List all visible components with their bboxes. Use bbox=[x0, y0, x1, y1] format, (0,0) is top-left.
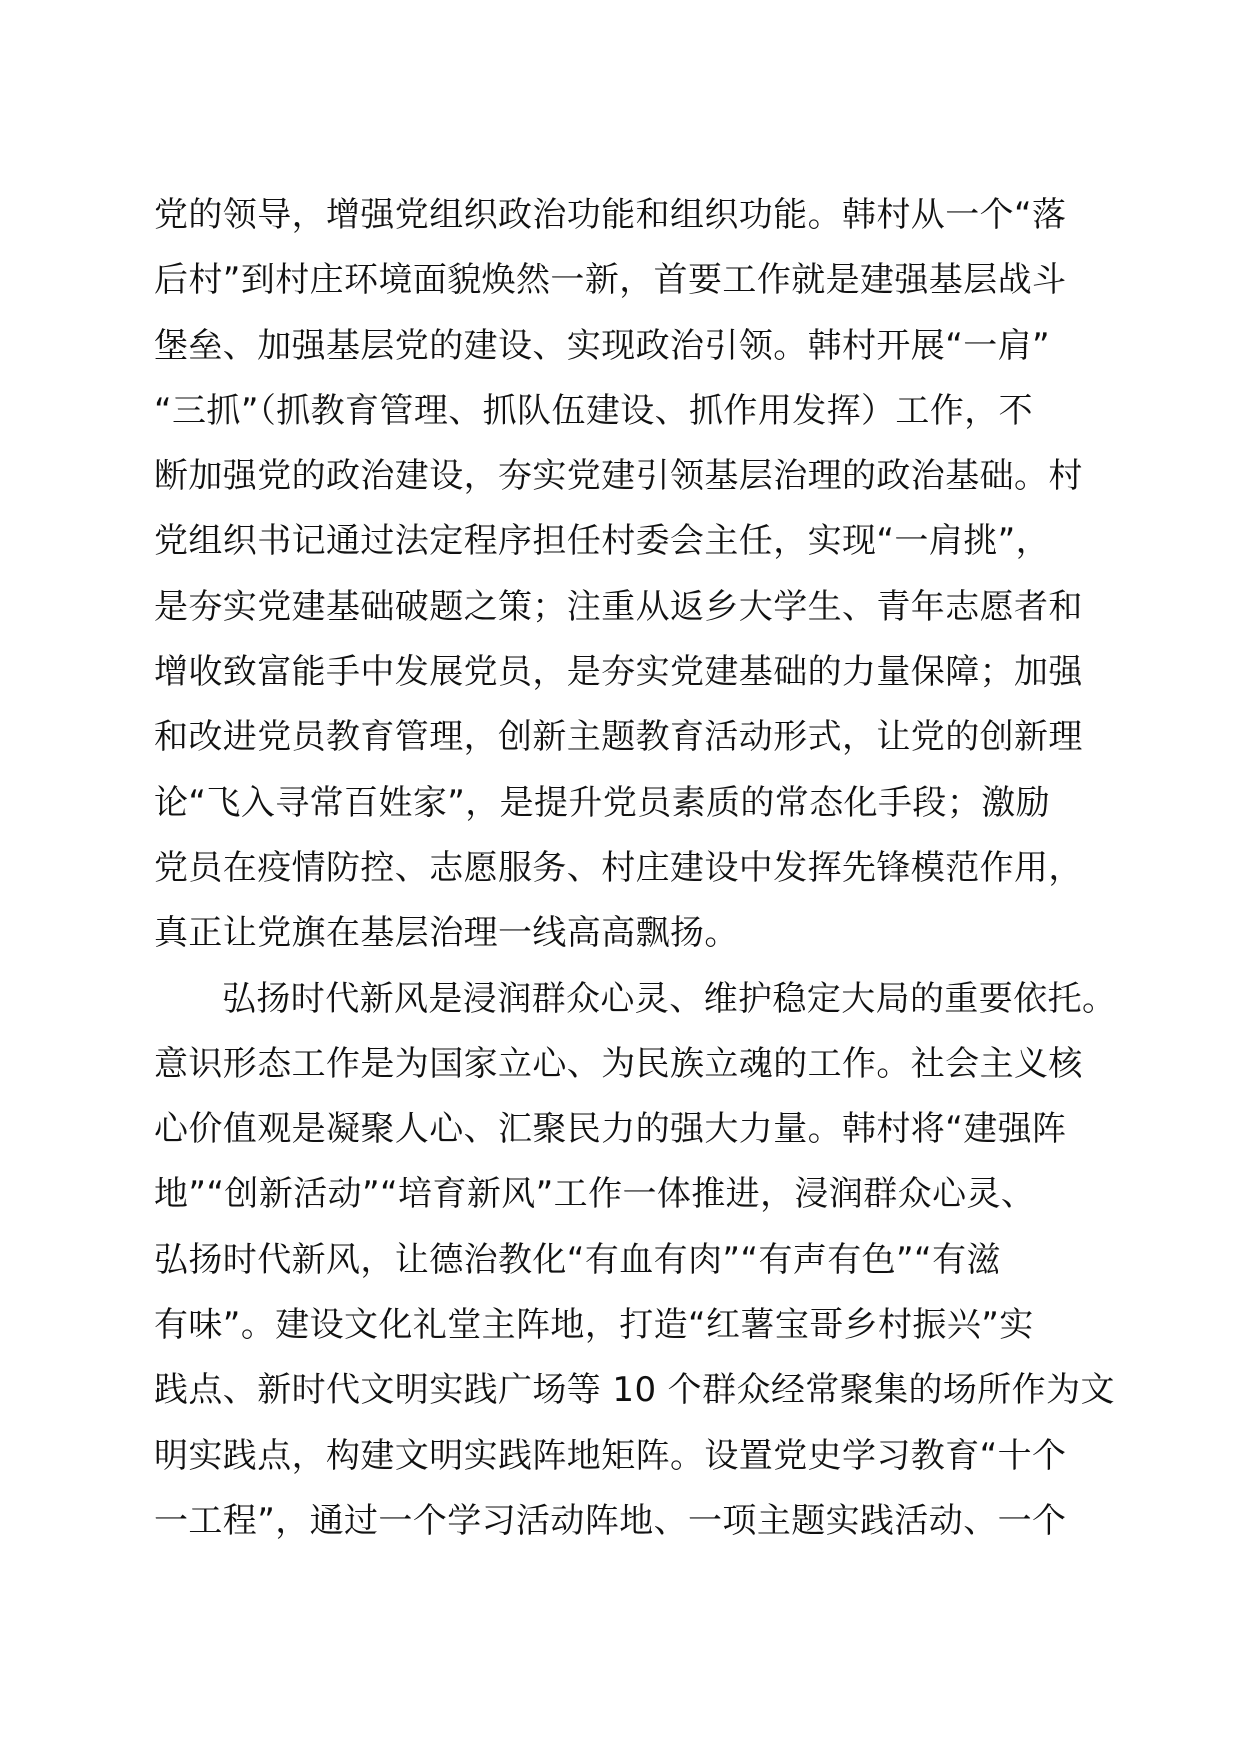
text-line: 有味”。建设文化礼堂主阵地，打造“红薯宝哥乡村振兴”实 bbox=[154, 1305, 1034, 1346]
text-line-first: 弘扬时代新风是浸润群众心灵、维护稳定大局的重要依托。 bbox=[222, 978, 1117, 1019]
text-line: 党的领导，增强党组织政治功能和组织功能。韩村从一个“落 bbox=[154, 195, 1067, 235]
text-line: 后村”到村庄环境面貌焕然一新，首要工作就是建强基层战斗 bbox=[154, 260, 1067, 301]
text-line: 一工程”，通过一个学习活动阵地、一项主题实践活动、一个 bbox=[154, 1500, 1067, 1541]
text-line: 堡垒、加强基层党的建设、实现政治引领。韩村开展“一肩” bbox=[154, 325, 1051, 366]
text-line: 断加强党的政治建设，夯实党建引领基层治理的政治基础。村 bbox=[154, 456, 1083, 497]
text-line: 论“飞入寻常百姓家”，是提升党员素质的常态化手段；激励 bbox=[154, 782, 1051, 823]
text-line: 增收致富能手中发展党员，是夯实党建基础的力量保障；加强 bbox=[154, 652, 1083, 693]
text-line: 践点、新时代文明实践广场等 10 个群众经常聚集的场所作为文 bbox=[154, 1370, 1115, 1411]
text-line: 明实践点，构建文明实践阵地矩阵。设置党史学习教育“十个 bbox=[154, 1435, 1067, 1476]
text-line: 党员在疫情防控、志愿服务、村庄建设中发挥先锋模范作用， bbox=[154, 847, 1083, 888]
text-line: 真正让党旗在基层治理一线高高飘扬。 bbox=[154, 913, 739, 954]
document-body bbox=[154, 183, 1117, 1554]
text-line: 心价值观是凝聚人心、汇聚民力的强大力量。韩村将“建强阵 bbox=[154, 1109, 1067, 1150]
text-line: 地”“创新活动”“培育新风”工作一体推进，浸润群众心灵、 bbox=[154, 1174, 1036, 1215]
text-line: 党组织书记通过法定程序担任村委会主任，实现“一肩挑”， bbox=[154, 521, 1051, 562]
text-line: 弘扬时代新风，让德治教化“有血有肉”“有声有色”“有滋 bbox=[154, 1239, 1001, 1280]
text-line: “三抓”（抓教育管理、抓队伍建设、抓作用发挥）工作，不 bbox=[154, 390, 1034, 431]
text-line: 是夯实党建基础破题之策；注重从返乡大学生、青年志愿者和 bbox=[154, 586, 1083, 627]
text-line: 和改进党员教育管理，创新主题教育活动形式，让党的创新理 bbox=[154, 717, 1083, 758]
text-line: 意识形态工作是为国家立心、为民族立魂的工作。社会主义核 bbox=[154, 1043, 1083, 1084]
paragraph-1 bbox=[154, 183, 1086, 967]
paragraph-2 bbox=[154, 967, 1117, 1555]
